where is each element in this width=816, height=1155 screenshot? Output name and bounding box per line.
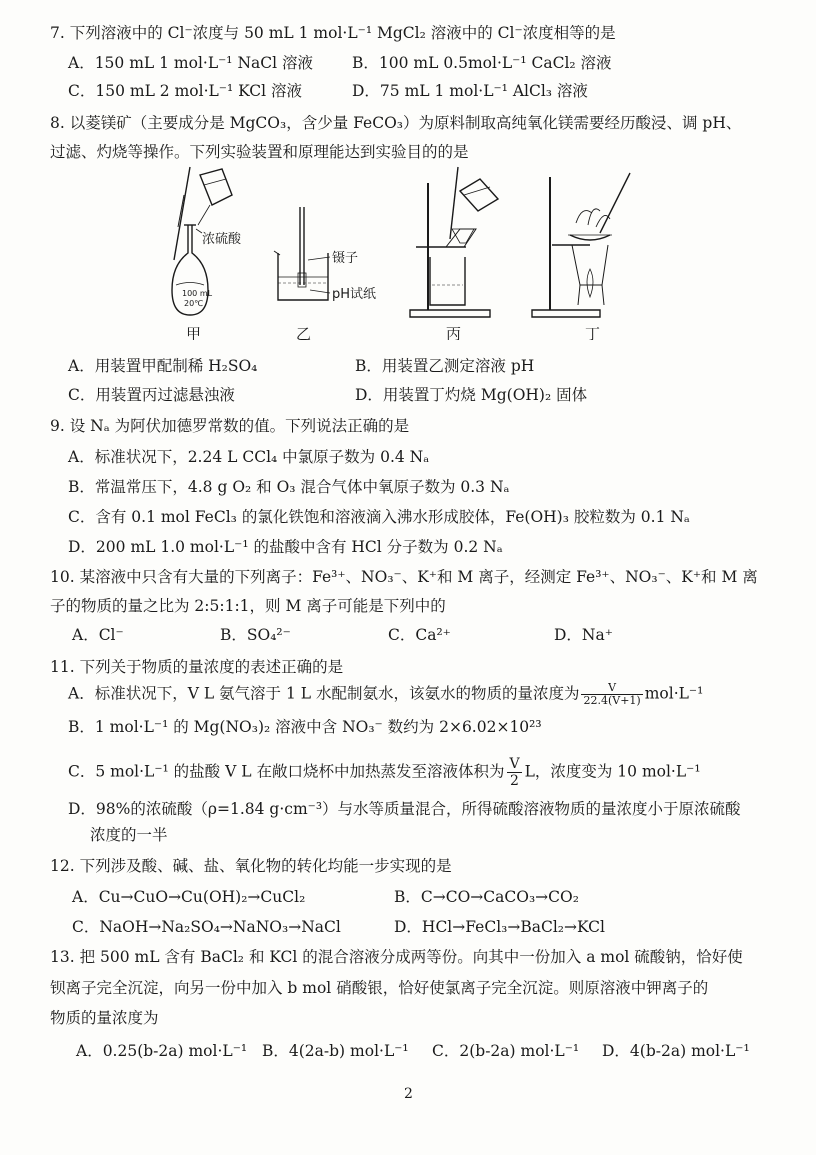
flask-volume-label: 100 mL [182, 289, 213, 298]
q10-option-a: A．Cl⁻ [72, 626, 124, 644]
q11-option-a-unit: mol·L⁻¹ [644, 684, 704, 703]
q12-option-b: B．C→CO→CaCO₃→CO₂ [394, 888, 579, 906]
q12-option-d: D．HCl→FeCl₃→BaCl₂→KCl [394, 918, 605, 936]
q11-option-a-fraction [581, 682, 642, 707]
q10-option-c: C．Ca²⁺ [388, 626, 451, 644]
page-number: 2 [404, 1086, 413, 1102]
caption-bing: 丙 [446, 325, 462, 340]
caption-jia: 甲 [186, 325, 202, 340]
q8-option-b: B．用装置乙测定溶液 pH [355, 357, 535, 375]
q13-option-b: B．4(2a-b) mol·L⁻¹ [262, 1042, 409, 1060]
q10-option-b: B．SO₄²⁻ [220, 626, 291, 644]
caption-yi: 乙 [296, 325, 312, 340]
q8-stem-line1: 8. 以菱镁矿（主要成分是 MgCO₃，含少量 FeCO₃）为原料制取高纯氧化镁需要经历酸浸、调 pH、 [50, 114, 742, 132]
q11-option-d-line1: D．98%的浓硫酸（ρ=1.84 g·cm⁻³）与水等质量混合，所得硫酸溶液物质的量浓度小于原浓硫酸 [68, 800, 741, 818]
q7-option-b: B．100 mL 0.5mol·L⁻¹ CaCl₂ 溶液 [352, 54, 612, 72]
q11-stem: 11. 下列关于物质的量浓度的表述正确的是 [50, 658, 344, 676]
q11-option-c-tail: L，浓度变为 10 mol·L⁻¹ [524, 762, 701, 781]
q11-option-b: B．1 mol·L⁻¹ 的 Mg(NO₃)₂ 溶液中含 NO₃⁻ 数约为 2×6.02×10²³ [68, 718, 542, 736]
caption-ding: 丁 [585, 325, 601, 340]
q12-stem: 12. 下列涉及酸、碱、盐、氧化物的转化均能一步实现的是 [50, 857, 452, 875]
fraction-numerator: V [509, 756, 520, 772]
q13-option-c: C．2(b-2a) mol·L⁻¹ [432, 1042, 580, 1060]
concentrated-acid-label: 浓硫酸 [202, 232, 242, 247]
q13-stem-line3: 物质的量浓度为 [50, 1009, 159, 1027]
apparatus-ding [532, 173, 630, 317]
q9-option-d: D．200 mL 1.0 mol·L⁻¹ 的盐酸中含有 HCl 分子数为 0.2 Nₐ [68, 538, 503, 556]
apparatus-yi [274, 207, 376, 302]
q11-option-a-text: A．标准状况下，V L 氨气溶于 1 L 水配制氨水，该氨水的物质的量浓度为 [68, 684, 580, 703]
q7-stem: 7. 下列溶液中的 Cl⁻浓度与 50 mL 1 mol·L⁻¹ MgCl₂ 溶液中的 Cl⁻浓度相等的是 [50, 24, 616, 42]
q9-option-b: B．常温常压下，4.8 g O₂ 和 O₃ 混合气体中氧原子数为 0.3 Nₐ [68, 478, 510, 496]
q10-stem-line1: 10. 某溶液中只含有大量的下列离子：Fe³⁺、NO₃⁻、K⁺和 M 离子，经测定 Fe³⁺、NO₃⁻、K⁺和 M 离 [50, 568, 758, 586]
q8-option-c: C．用装置丙过滤悬浊液 [68, 386, 235, 404]
q7-option-d: D．75 mL 1 mol·L⁻¹ AlCl₃ 溶液 [352, 82, 588, 100]
ph-paper-label: pH试纸 [332, 287, 377, 302]
q11-option-c [68, 756, 701, 789]
q11-option-d-line2: 浓度的一半 [90, 826, 168, 844]
tweezers-label: 镊子 [332, 251, 359, 266]
q13-stem-line1: 13. 把 500 mL 含有 BaCl₂ 和 KCl 的混合溶液分成两等份。向其中一份加入 a mol 硫酸钠，恰好使 [50, 948, 743, 966]
q13-option-d: D．4(b-2a) mol·L⁻¹ [602, 1042, 750, 1060]
lab-apparatus-figure [160, 165, 660, 340]
q11-option-a [68, 682, 703, 707]
fraction-denominator: 2 [510, 773, 519, 789]
q11-option-c-text: C．5 mol·L⁻¹ 的盐酸 V L 在敞口烧杯中加热蒸发至溶液体积为 [68, 762, 505, 781]
q8-option-a: A．用装置甲配制稀 H₂SO₄ [68, 357, 258, 375]
flask-temp-label: 20℃ [184, 299, 204, 308]
q12-option-a: A．Cu→CuO→Cu(OH)₂→CuCl₂ [72, 888, 306, 906]
q8-stem-line2: 过滤、灼烧等操作。下列实验装置和原理能达到实验目的的是 [50, 143, 469, 161]
apparatus-bing [410, 167, 498, 317]
apparatus-jia [172, 167, 242, 315]
q10-stem-line2: 子的物质的量之比为 2:5:1:1，则 M 离子可能是下列中的 [50, 597, 446, 615]
q9-stem: 9. 设 Nₐ 为阿伏加德罗常数的值。下列说法正确的是 [50, 417, 410, 435]
fraction-denominator: 22.4(V+1) [583, 694, 641, 707]
q7-option-c: C．150 mL 2 mol·L⁻¹ KCl 溶液 [68, 82, 303, 100]
q13-option-a: A．0.25(b-2a) mol·L⁻¹ [76, 1042, 248, 1060]
q11-option-c-fraction [507, 756, 521, 789]
q7-option-a: A．150 mL 1 mol·L⁻¹ NaCl 溶液 [68, 54, 313, 72]
q9-option-a: A．标准状况下，2.24 L CCl₄ 中氯原子数为 0.4 Nₐ [68, 448, 430, 466]
q9-option-c: C．含有 0.1 mol FeCl₃ 的氯化铁饱和溶液滴入沸水形成胶体，Fe(OH)₃ 胶粒数为 0.1 Nₐ [68, 508, 690, 526]
q8-option-d: D．用装置丁灼烧 Mg(OH)₂ 固体 [355, 386, 588, 404]
fraction-numerator: V [581, 682, 642, 695]
q13-stem-line2: 钡离子完全沉淀，向另一份中加入 b mol 硝酸银，恰好使氯离子完全沉淀。则原溶液中钾离子的 [50, 979, 709, 997]
q10-option-d: D．Na⁺ [554, 626, 613, 644]
q12-option-c: C．NaOH→Na₂SO₄→NaNO₃→NaCl [72, 918, 341, 936]
